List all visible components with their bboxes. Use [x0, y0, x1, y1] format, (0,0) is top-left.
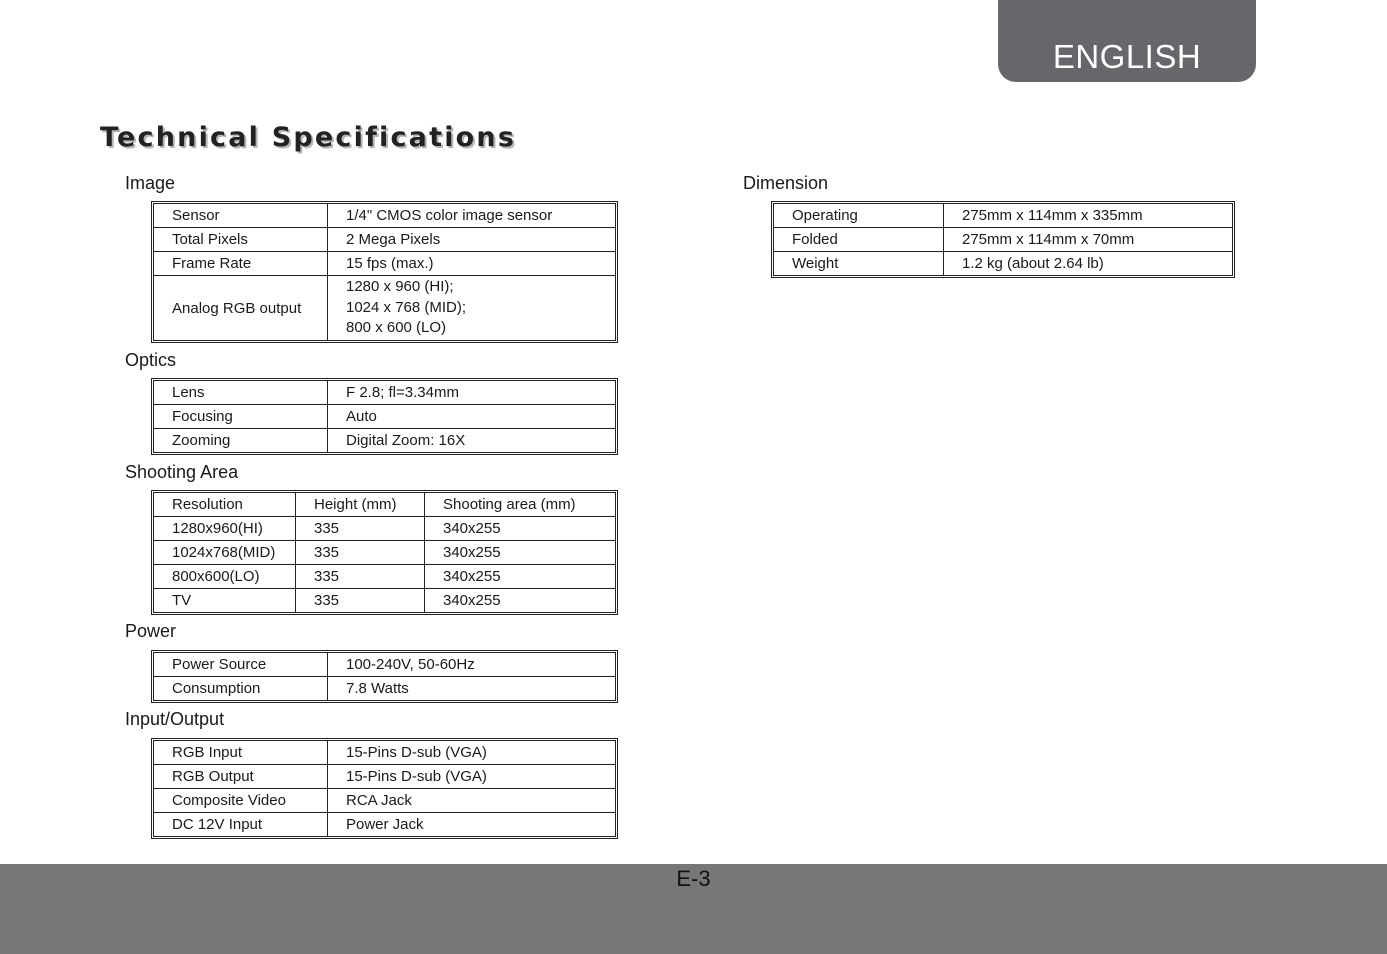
spec-name: Weight: [774, 252, 944, 275]
spec-value: RCA Jack: [328, 789, 615, 813]
table-row: [154, 276, 615, 340]
spec-name: Consumption: [154, 677, 328, 700]
table-cell: 340x255: [443, 592, 501, 609]
table-cell: 340x255: [425, 565, 615, 589]
spec-value-line: 800 x 600 (LO): [346, 319, 447, 337]
spec-name: Power Source: [154, 653, 328, 677]
language-tab: [998, 0, 1256, 82]
section-label-power: Power: [125, 621, 177, 641]
spec-value-line: 1024 x 768 (MID);: [346, 298, 467, 316]
dimension-table: [771, 201, 1235, 278]
shooting-area-table: [151, 490, 618, 615]
spec-value-line: 1280 x 960 (HI);: [346, 278, 454, 296]
spec-value: 2 Mega Pixels: [328, 228, 615, 252]
spec-value: 100-240V, 50-60Hz: [328, 653, 615, 677]
table-row: [154, 517, 615, 541]
table-cell: 1280x960(HI): [154, 517, 296, 541]
section-label-dimension: Dimension: [743, 173, 829, 193]
table-row: [154, 405, 615, 429]
spec-name: Folded: [774, 228, 944, 252]
spec-value: 275mm x 114mm x 70mm: [944, 228, 1232, 252]
spec-value: 15 fps (max.): [328, 252, 615, 276]
table-row: [774, 204, 1232, 228]
column-header: Shooting area (mm): [425, 493, 615, 517]
spec-name: Frame Rate: [154, 252, 328, 276]
table-row: [774, 228, 1232, 252]
power-table: [151, 650, 618, 703]
optics-table: [151, 378, 618, 455]
table-row: [154, 381, 615, 405]
language-tab-label: ENGLISH: [1052, 38, 1202, 75]
table-row: [154, 813, 615, 836]
spec-value: 1.2 kg (about 2.64 lb): [962, 255, 1104, 272]
table-row: [154, 741, 615, 765]
table-cell: TV: [154, 589, 296, 612]
table-row: [154, 228, 615, 252]
section-label-input-output: Input/Output: [125, 709, 225, 729]
page-title: Technical Specifications: [100, 122, 517, 153]
table-row: [154, 252, 615, 276]
spec-name: Focusing: [154, 405, 328, 429]
table-row: [154, 653, 615, 677]
spec-value: [328, 276, 615, 340]
table-row: [154, 541, 615, 565]
spec-name: Sensor: [154, 204, 328, 228]
spec-value: F 2.8; fl=3.34mm: [328, 381, 615, 405]
section-label-optics: Optics: [125, 350, 177, 370]
spec-name: RGB Output: [154, 765, 328, 789]
image-table: [151, 201, 618, 343]
table-cell: 340x255: [425, 541, 615, 565]
table-row: [154, 589, 615, 612]
table-row: [154, 789, 615, 813]
spec-value: 15-Pins D-sub (VGA): [328, 765, 615, 789]
spec-value: 15-Pins D-sub (VGA): [328, 741, 615, 765]
spec-name: Lens: [154, 381, 328, 405]
spec-value: 1/4" CMOS color image sensor: [328, 204, 615, 228]
table-header-row: [154, 493, 615, 517]
spec-value: 7.8 Watts: [346, 680, 409, 697]
page-footer: [0, 864, 1387, 954]
table-row: [154, 765, 615, 789]
table-cell: 335: [296, 541, 425, 565]
spec-name: Analog RGB output: [154, 276, 328, 340]
spec-name: Composite Video: [154, 789, 328, 813]
table-cell: 340x255: [425, 517, 615, 541]
table-cell: 335: [296, 517, 425, 541]
spec-name: Total Pixels: [154, 228, 328, 252]
table-row: [154, 204, 615, 228]
input-output-table: [151, 738, 618, 839]
table-cell: 1024x768(MID): [154, 541, 296, 565]
spec-name: Operating: [774, 204, 944, 228]
table-row: [154, 565, 615, 589]
spec-value: Auto: [328, 405, 615, 429]
spec-name: Zooming: [154, 429, 328, 452]
spec-value: 275mm x 114mm x 335mm: [944, 204, 1232, 228]
column-header: Resolution: [154, 493, 296, 517]
table-row: [154, 677, 615, 700]
page-number: E-3: [676, 866, 711, 891]
spec-name: RGB Input: [154, 741, 328, 765]
section-label-shooting-area: Shooting Area: [125, 462, 239, 482]
spec-value: Power Jack: [346, 816, 424, 833]
table-cell: 800x600(LO): [154, 565, 296, 589]
spec-name: DC 12V Input: [154, 813, 328, 836]
spec-value: Digital Zoom: 16X: [346, 432, 466, 449]
table-cell: 335: [296, 589, 425, 612]
column-header: Height (mm): [296, 493, 425, 517]
table-row: [154, 429, 615, 452]
table-row: [774, 252, 1232, 275]
table-cell: 335: [296, 565, 425, 589]
section-label-image: Image: [125, 173, 176, 193]
